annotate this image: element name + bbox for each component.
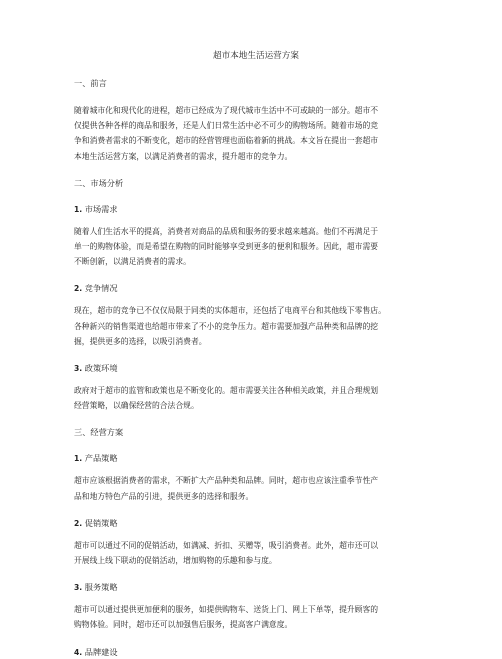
subheading-policy bbox=[74, 362, 438, 375]
text-line: 不断创新，以满足消费者的需求。 bbox=[74, 257, 191, 267]
text-line: 现在，超市的竞争已不仅仅局限于同类的实体超市，还包括了电商平台和其他线下零售店。 bbox=[74, 306, 386, 316]
paragraph-product-strategy bbox=[74, 473, 438, 503]
paragraph-service-strategy bbox=[74, 602, 438, 632]
subheading-market-demand bbox=[74, 203, 438, 216]
subheading-brand-building bbox=[74, 646, 438, 659]
paragraph-market-demand bbox=[74, 224, 438, 270]
subheading-number: 2. bbox=[74, 284, 83, 294]
text-line: 仅提供各种各样的商品和服务，还是人们日常生活中必不可少的购物场所。随着市场的竞 bbox=[74, 121, 379, 131]
subheading-competition bbox=[74, 282, 438, 295]
text-line: 本地生活运营方案，以满足消费者的需求，提升超市的竞争力。 bbox=[74, 151, 293, 161]
paragraph-competition bbox=[74, 303, 438, 349]
subheading-product-strategy bbox=[74, 452, 438, 465]
subheading-title: 政策环境 bbox=[84, 363, 118, 374]
text-line: 超市应该根据消费者的需求，不断扩大产品种类和品牌。同时，超市也应该注重季节性产 bbox=[74, 476, 379, 486]
text-line: 品和地方特色产品的引进，提供更多的选择和服务。 bbox=[74, 491, 254, 501]
section-heading-market-analysis: 二、市场分析 bbox=[74, 177, 124, 188]
text-line: 各种新兴的销售渠道也给超市带来了不小的竞争压力。超市需要加强产品种类和品牌的挖 bbox=[74, 321, 379, 331]
text-line: 经营策略，以确保经营的合法合规。 bbox=[74, 401, 199, 411]
subheading-title: 服务策略 bbox=[84, 582, 118, 593]
section-heading-preface: 一、前言 bbox=[74, 78, 107, 88]
subheading-title: 竞争情况 bbox=[84, 283, 118, 294]
subheading-number: 2. bbox=[74, 518, 83, 528]
subheading-title: 产品策略 bbox=[84, 453, 118, 464]
text-line: 随着人们生活水平的提高，消费者对商品的品质和服务的要求越来越高。他们不再满足于 bbox=[74, 226, 379, 236]
text-line: 单一的购物体验，而是希望在购物的同时能够享受到更多的便利和服务。因此，超市需要 bbox=[74, 242, 379, 252]
subheading-number: 1. bbox=[74, 204, 83, 214]
paragraph-policy bbox=[74, 383, 438, 413]
subheading-number: 3. bbox=[74, 364, 83, 374]
paragraph-promotion-strategy bbox=[74, 538, 438, 568]
text-line: 争和消费者需求的不断变化，超市的经营管理也面临着新的挑战。本文旨在提出一套超市 bbox=[74, 136, 379, 146]
section-heading-business-plan: 三、经营方案 bbox=[74, 427, 124, 438]
text-line: 政府对于超市的监管和政策也是不断变化的。超市需要关注各种相关政策，并且合理规划 bbox=[74, 386, 379, 396]
text-line: 开展线上线下联动的促销活动，增加购物的乐趣和参与度。 bbox=[74, 556, 277, 566]
text-line: 超市可以通过不同的促销活动，如满减、折扣、买赠等，吸引消费者。此外，超市还可以 bbox=[74, 540, 379, 550]
subheading-number: 4. bbox=[74, 647, 83, 657]
text-line: 随着城市化和现代化的进程，超市已经成为了现代城市生活中不可或缺的一部分。超市不 bbox=[74, 106, 379, 115]
subheading-service-strategy bbox=[74, 581, 438, 594]
paragraph-preface bbox=[74, 103, 438, 164]
text-line: 掘，提供更多的选择，以吸引消费者。 bbox=[74, 336, 207, 346]
subheading-number: 3. bbox=[74, 583, 83, 593]
subheading-number: 1. bbox=[74, 454, 83, 464]
text-line: 购物体验。同时，超市还可以加强售后服务，提高客户满意度。 bbox=[74, 620, 293, 630]
subheading-title: 促销策略 bbox=[84, 517, 118, 528]
subheading-title: 市场需求 bbox=[84, 203, 118, 214]
document-title: 超市本地生活运营方案 bbox=[213, 51, 299, 61]
text-line: 超市可以通过提供更加便利的服务，如提供购物车、送货上门、网上下单等，提升顾客的 bbox=[74, 605, 379, 615]
subheading-title: 品牌建设 bbox=[84, 646, 118, 657]
subheading-promotion-strategy bbox=[74, 517, 438, 530]
